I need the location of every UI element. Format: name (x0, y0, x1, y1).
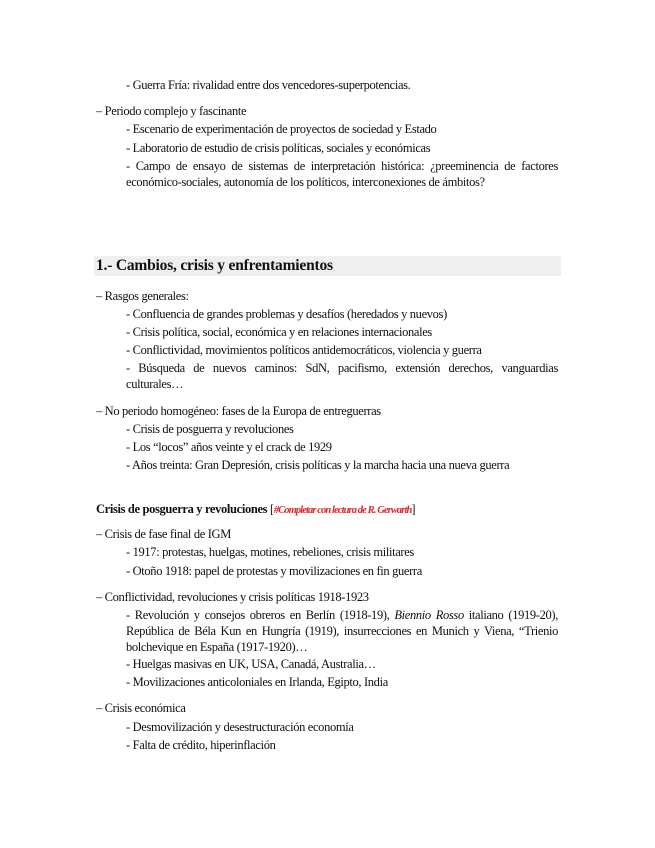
phase-item: - Crisis de posguerra y revoluciones (126, 422, 294, 436)
note-bracket-close: ] (411, 502, 416, 516)
phase-item: - Años treinta: Gran Depresión, crisis políticas y la marcha hacia una nueva guerra (126, 458, 510, 472)
economic-crisis-label: – Crisis económica (96, 701, 186, 715)
laboratory-item: - Laboratorio de estudio de crisis políticas, sociales y económicas (126, 141, 431, 155)
revolutions-text-a: - Revolución y consejos obreros en Berlín (1918-19), (126, 608, 395, 622)
revolutions-item (126, 607, 558, 655)
complex-period-label: – Periodo complejo y fascinante (96, 104, 247, 118)
final-phase-label: – Crisis de fase final de IGM (96, 527, 231, 541)
postwar-heading-text: Crisis de posguerra y revoluciones (96, 502, 268, 516)
new-paths-item: - Búsqueda de nuevos caminos: SdN, pacifismo, extensión derechos, vanguardias culturales… (126, 361, 558, 391)
scenario-item: - Escenario de experimentación de proyectos de sociedad y Estado (126, 122, 437, 136)
section-heading: 1.- Cambios, crisis y enfrentamientos (94, 256, 561, 276)
general-trait-item: - Confluencia de grandes problemas y desafíos (heredados y nuevos) (126, 307, 447, 321)
general-trait-item: - Crisis política, social, económica y en relaciones internacionales (126, 325, 432, 339)
cold-war-item: - Guerra Fría: rivalidad entre dos vencedores-superpotencias. (126, 78, 411, 92)
phases-label: – No periodo homogéneo: fases de la Europa de entreguerras (96, 404, 381, 418)
biennio-rosso-text: Biennio Rosso (394, 608, 464, 622)
conflict-item: - Movilizaciones anticoloniales en Irlanda, Egipto, India (126, 675, 388, 689)
testing-field-item: - Campo de ensayo de sistemas de interpretación histórica: ¿preeminencia de factores económico-sociales, autonomía de los políticos, interconexiones de ámbitos? (126, 159, 558, 189)
postwar-subheading (96, 501, 415, 519)
final-phase-item: - Otoño 1918: papel de protestas y movilizaciones en fin guerra (126, 564, 422, 578)
general-traits-label: – Rasgos generales: (96, 289, 189, 303)
final-phase-item: - 1917: protestas, huelgas, motines, rebeliones, crisis militares (126, 545, 414, 559)
reading-note-link[interactable]: #Completar con lectura de R. Gerwarth (273, 505, 412, 516)
conflict-item: - Huelgas masivas en UK, USA, Canadá, Australia… (126, 657, 376, 671)
economic-item: - Falta de crédito, hiperinflación (126, 738, 276, 752)
revolutions-text-b: italiano (1919-20), República de Béla Kun en Hungría (1919), insurrecciones en Munich y Viena, “Trienio bolchevique en España (1917-1920)… (126, 608, 558, 654)
note-bracket-open: [ (267, 502, 274, 516)
conflict-label: – Conflictividad, revoluciones y crisis políticas 1918-1923 (96, 590, 369, 604)
economic-item: - Desmovilización y desestructuración economía (126, 720, 354, 734)
phase-item: - Los “locos” años veinte y el crack de 1929 (126, 440, 332, 454)
general-trait-item: - Conflictividad, movimientos políticos antidemocráticos, violencia y guerra (126, 343, 482, 357)
